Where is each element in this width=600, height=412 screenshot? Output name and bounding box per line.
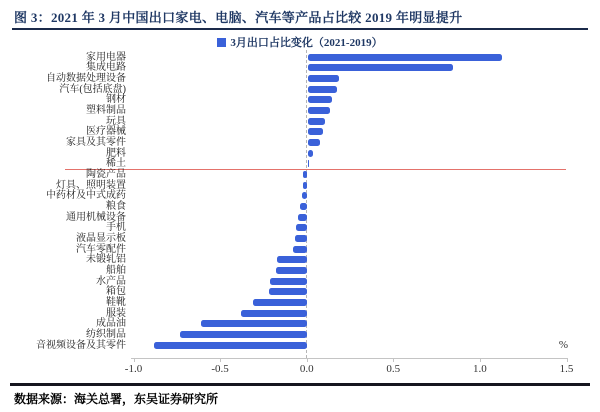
- bar: [201, 320, 307, 327]
- bar: [308, 75, 339, 82]
- axis-tick-label: 0.5: [386, 363, 401, 375]
- category-label: 中药材及中式成药: [46, 190, 126, 202]
- bar: [295, 235, 307, 242]
- percent-unit-label: %: [558, 339, 568, 351]
- axis-tick-label: -1.0: [124, 363, 143, 375]
- axis-tick: [307, 358, 308, 362]
- bar: [308, 128, 324, 135]
- bar: [270, 278, 306, 285]
- axis-tick: [567, 358, 568, 362]
- axis-tick-label: 0.0: [299, 363, 314, 375]
- bar: [180, 331, 306, 338]
- axis-tick-label: 1.5: [559, 363, 574, 375]
- bar: [308, 150, 313, 157]
- figure-title: 图 3：2021 年 3 月中国出口家电、电脑、汽车等产品占比较 2019 年明显提升: [14, 10, 463, 25]
- category-label: 汽车(包括底盘): [59, 83, 126, 95]
- axis-tick-label: 1.0: [473, 363, 487, 375]
- category-label: 手机: [106, 222, 126, 234]
- category-label: 音视频设备及其零件: [36, 339, 126, 351]
- bar: [308, 160, 310, 167]
- bar: [276, 267, 307, 274]
- bar: [308, 118, 325, 125]
- category-label: 陶瓷产品: [86, 168, 126, 180]
- category-label: 液晶显示板: [76, 232, 126, 244]
- category-label: 纺织制品: [86, 328, 126, 340]
- bar: [277, 256, 306, 263]
- x-axis-line: [131, 358, 567, 359]
- bottom-divider: [10, 383, 590, 386]
- bar: [241, 310, 307, 317]
- category-label: 医疗器械: [86, 126, 126, 138]
- category-label: 肥料: [106, 147, 126, 159]
- bar: [303, 171, 306, 178]
- bar: [300, 203, 307, 210]
- bar: [308, 96, 332, 103]
- bar: [298, 214, 307, 221]
- category-label: 成品油: [96, 318, 126, 330]
- red-threshold-line: [65, 169, 566, 170]
- bar: [303, 182, 306, 189]
- axis-tick: [220, 358, 221, 362]
- category-label: 未锻轧铝: [86, 254, 126, 266]
- bar: [308, 107, 331, 114]
- category-label: 服装: [106, 307, 126, 319]
- category-label: 粮食: [106, 200, 126, 212]
- category-label: 钢材: [106, 94, 126, 106]
- category-label: 塑料制品: [86, 104, 126, 116]
- category-label: 集成电路: [86, 62, 126, 74]
- category-label: 家具及其零件: [66, 136, 126, 148]
- bar: [293, 246, 307, 253]
- category-label: 自动数据处理设备: [46, 72, 126, 84]
- bar: [308, 54, 502, 61]
- category-label: 船舶: [106, 264, 126, 276]
- axis-tick: [480, 358, 481, 362]
- category-label: 家用电器: [86, 51, 126, 63]
- source-note: 数据来源：海关总署，东吴证券研究所: [14, 392, 219, 406]
- category-label: 水产品: [96, 275, 126, 287]
- legend-label: 3月出口占比变化（2021-2019）: [230, 37, 383, 49]
- axis-tick: [393, 358, 394, 362]
- bar: [308, 86, 337, 93]
- bar: [302, 192, 307, 199]
- bar: [154, 342, 306, 349]
- axis-tick: [134, 358, 135, 362]
- bar: [308, 64, 453, 71]
- category-label: 灯具、照明装置: [56, 179, 126, 191]
- category-label: 鞋靴: [106, 296, 126, 308]
- bar: [308, 139, 320, 146]
- axis-tick-label: -0.5: [211, 363, 229, 375]
- category-label: 箱包: [106, 286, 126, 298]
- bar: [296, 224, 306, 231]
- category-label: 汽车零配件: [76, 243, 126, 255]
- bar: [269, 288, 307, 295]
- category-label: 通用机械设备: [66, 211, 126, 223]
- category-label: 稀土: [106, 158, 126, 170]
- bar: [253, 299, 307, 306]
- category-label: 玩具: [106, 115, 126, 127]
